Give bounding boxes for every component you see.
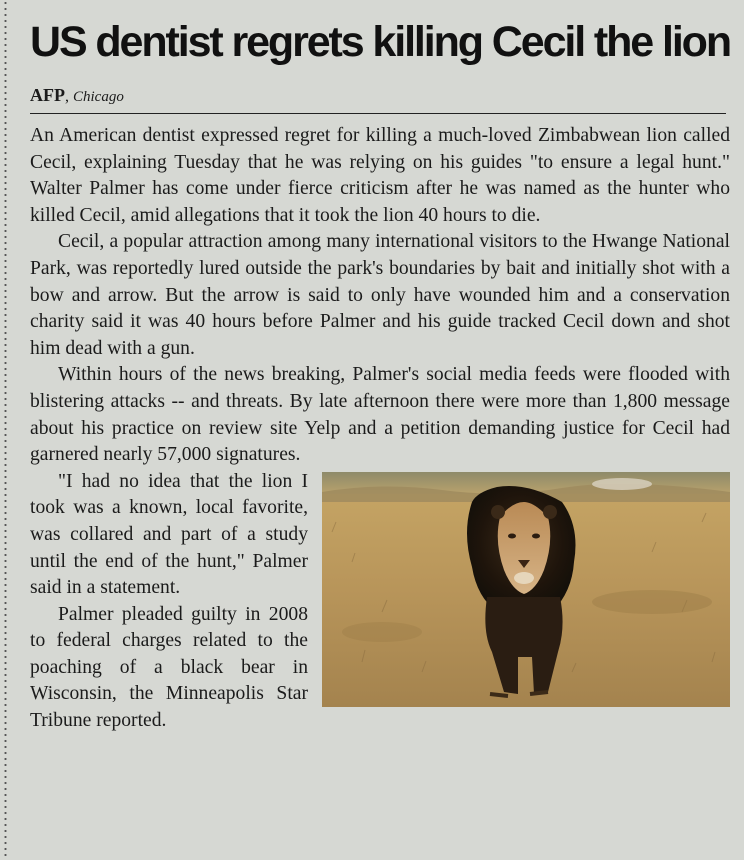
byline-divider [30,113,726,114]
article [30,0,730,860]
headline: US dentist regrets killing Cecil the lion [30,18,730,66]
byline-agency: AFP [30,85,65,105]
paragraph-5: Palmer pleaded guilty in 2008 to federal charges related to the poaching of a black bear in Wisconsin, the Minneapolis Star Tribune reported. [30,603,308,732]
lion-photo [322,472,730,707]
paragraph-1: An American dentist expressed regret for killing a much-loved Zimbabwean lion called Cecil, explaining Tuesday that he was relying on his guides "to ensure a legal hunt." Walter Palmer has come under fierce criticism after he was named as the hunter who killed Cecil, amid allegations that it took the lion 40 hours to die. [30,125,730,226]
paragraph-4: "I had no idea that the lion I took was a known, local favorite, was collared and part of a study until the end of the hunt," Palmer said in a statement. [30,470,308,599]
byline-city: Chicago [73,89,124,105]
byline: AFP, Chicago [30,85,124,105]
lion-photo-graphic [322,472,730,707]
dotted-column-divider [4,0,7,860]
paragraph-2: Cecil, a popular attraction among many international visitors to the Hwange National Park, was reportedly lured outside the park's boundaries by bait and initially shot with a bow and arrow. But the arrow is said to only have wounded him and a conservation charity said it was 40 hours before Palmer and his guide tracked Cecil down and shot him dead with a gun. [30,231,730,359]
paragraph-3: Within hours of the news breaking, Palmer's social media feeds were flooded with blistering attacks -- and threats. By late afternoon there were more than 1,800 message about his practice on review site Yelp and a petition demanding justice for Cecil had garnered nearly 57,000 signatures. [30,364,730,466]
article-body [30,123,730,735]
